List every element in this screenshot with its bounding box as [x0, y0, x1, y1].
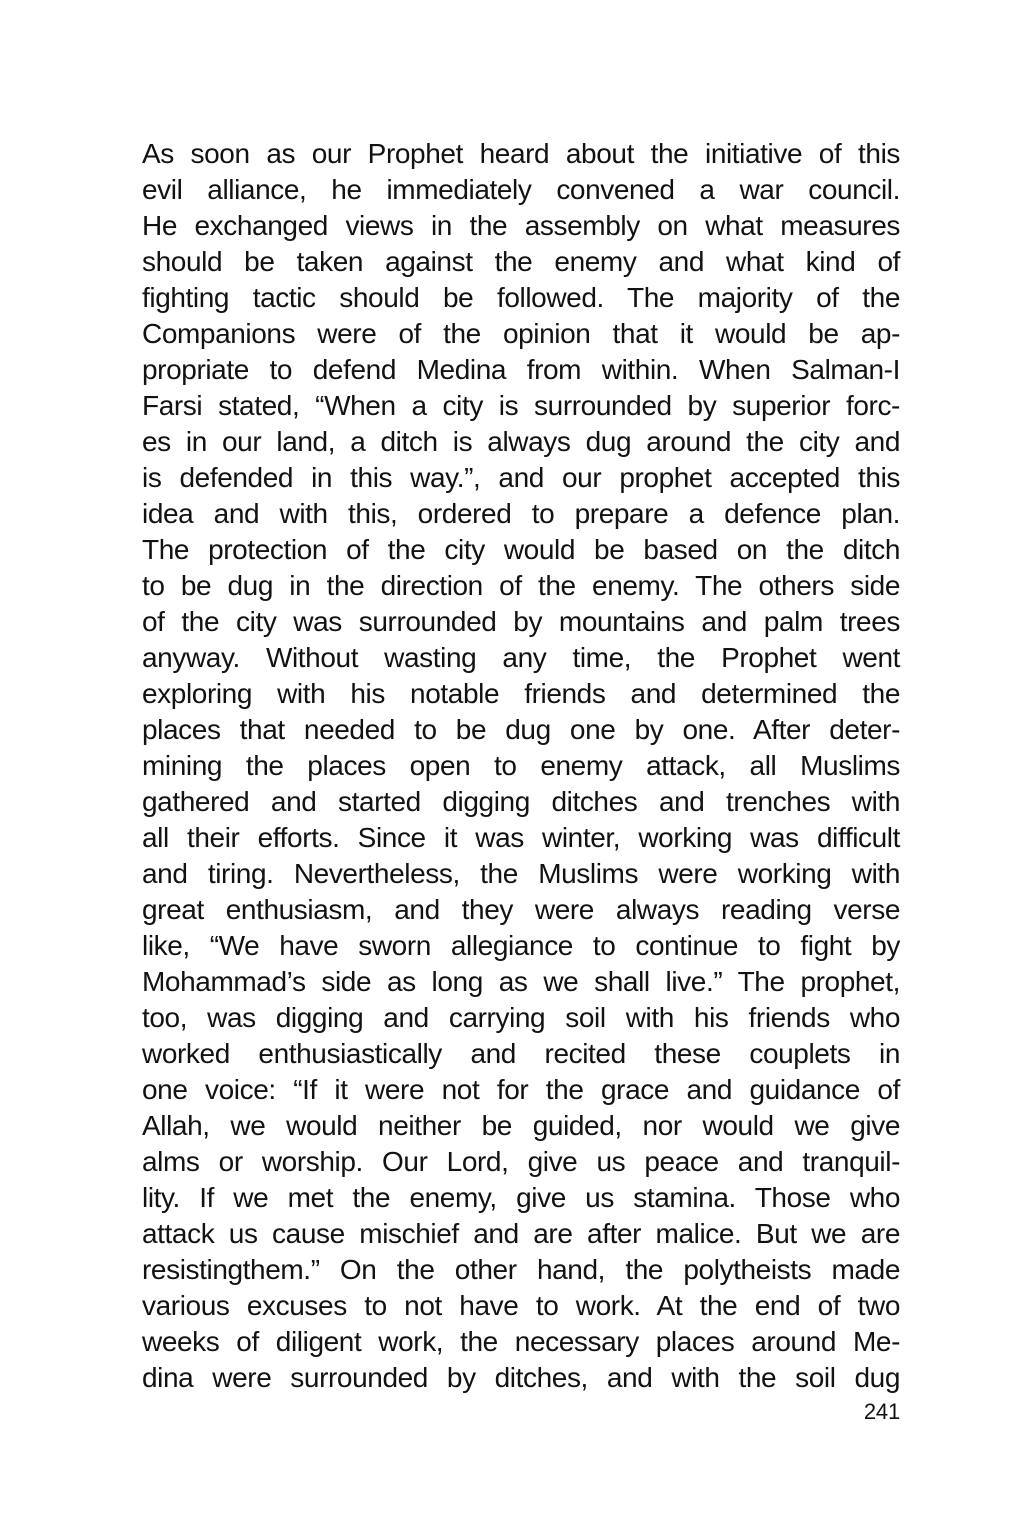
text-line: He exchanged views in the assembly on what measures: [142, 210, 900, 241]
text-line: lity. If we met the enemy, give us stamina. Those who: [142, 1182, 900, 1213]
text-line: es in our land, a ditch is always dug around the city and: [142, 426, 900, 457]
text-line: gathered and started digging ditches and trenches with: [142, 786, 900, 817]
text-line: is defended in this way.”, and our prophet accepted this: [142, 462, 900, 493]
text-line: too, was digging and carrying soil with his friends who: [142, 1002, 900, 1033]
text-line: idea and with this, ordered to prepare a defence plan.: [142, 498, 900, 529]
text-line: to be dug in the direction of the enemy. The others side: [142, 570, 900, 601]
text-line: fighting tactic should be followed. The majority of the: [142, 282, 900, 313]
text-line: Companions were of the opinion that it would be ap-: [142, 318, 900, 349]
text-line: places that needed to be dug one by one. After deter-: [142, 714, 900, 745]
text-line: exploring with his notable friends and determined the: [142, 678, 900, 709]
text-line: mining the places open to enemy attack, all Muslims: [142, 750, 900, 781]
text-line: various excuses to not have to work. At the end of two: [142, 1290, 900, 1321]
text-line: Mohammad’s side as long as we shall live.” The prophet,: [142, 966, 900, 997]
text-line: attack us cause mischief and are after malice. But we are: [142, 1218, 900, 1249]
text-line: resistingthem.” On the other hand, the polytheists made: [142, 1254, 900, 1285]
text-line: of the city was surrounded by mountains and palm trees: [142, 606, 900, 637]
text-line: propriate to defend Medina from within. When Salman-I: [142, 354, 900, 385]
text-line: evil alliance, he immediately convened a war council.: [142, 174, 900, 205]
text-line: and tiring. Nevertheless, the Muslims were working with: [142, 858, 900, 889]
text-line: worked enthusiastically and recited these couplets in: [142, 1038, 900, 1069]
text-line: all their efforts. Since it was winter, working was difficult: [142, 822, 900, 853]
text-line: one voice: “If it were not for the grace and guidance of: [142, 1074, 900, 1105]
text-line: anyway. Without wasting any time, the Prophet went: [142, 642, 900, 673]
text-line: should be taken against the enemy and what kind of: [142, 246, 900, 277]
text-line: dina were surrounded by ditches, and with the soil dug: [142, 1362, 900, 1393]
text-line: weeks of diligent work, the necessary places around Me-: [142, 1326, 900, 1357]
text-line: As soon as our Prophet heard about the initiative of this: [142, 138, 900, 169]
text-line: great enthusiasm, and they were always reading verse: [142, 894, 900, 925]
text-line: Farsi stated, “When a city is surrounded by superior forc-: [142, 390, 900, 421]
text-line: The protection of the city would be based on the ditch: [142, 534, 900, 565]
text-line: alms or worship. Our Lord, give us peace and tranquil-: [142, 1146, 900, 1177]
body-paragraph: [142, 136, 900, 1396]
page-number: 241: [863, 1399, 900, 1424]
text-line: Allah, we would neither be guided, nor would we give: [142, 1110, 900, 1141]
text-line: like, “We have sworn allegiance to continue to fight by: [142, 930, 900, 961]
